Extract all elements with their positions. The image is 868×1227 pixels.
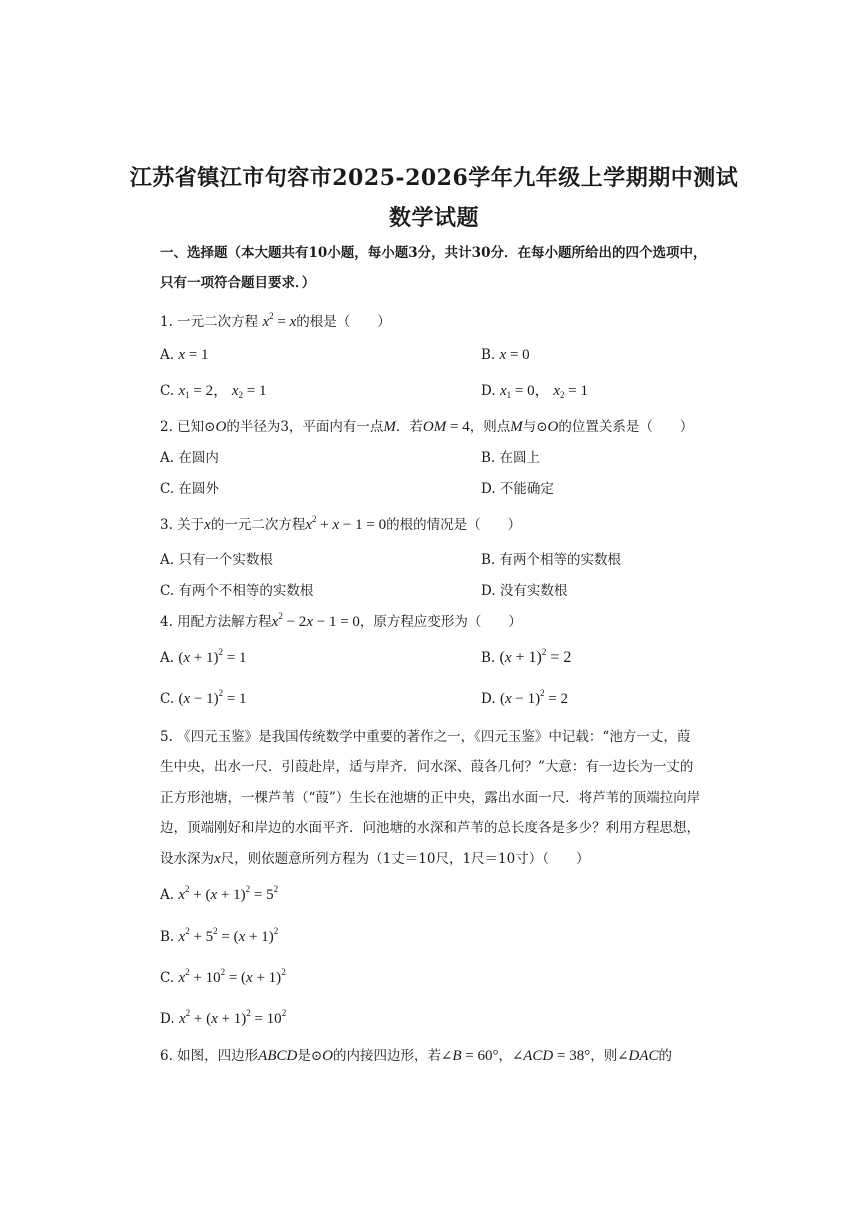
question-4-stem: 4. 用配方法解方程$x^2 - 2x - 1 = 0$，原方程应变形为（ ） (160, 611, 522, 630)
q2-option-d: D. 不能确定 (481, 481, 554, 497)
q2-option-a: A. 在圆内 (160, 450, 219, 466)
q4-option-d: D. $(x - 1)^2 = 2$ (481, 688, 569, 707)
q1-option-a: A. x = 1 (160, 347, 209, 363)
q1-option-b: B. x = 0 (481, 347, 530, 363)
q4-option-c: C. $(x - 1)^2 = 1$ (160, 688, 247, 707)
equation: $x^2 = x$ (262, 311, 297, 330)
q4-option-b: B. $(x + 1)^2 = 2$ (481, 647, 572, 666)
q3-option-c: C. 有两个不相等的实数根 (160, 583, 314, 599)
question-6-stem: 6. 如图，四边形ABCD是⊙O的内接四边形，若∠B = 60°，∠ACD = 38°，则∠DAC的 (160, 1048, 673, 1064)
q2-option-b: B. 在圆上 (481, 450, 541, 466)
q3-option-d: D. 没有实数根 (481, 583, 568, 599)
question-5-line-2: 生中央，出水一尺．引葭赴岸，适与岸齐．问水深、葭各几何？”大意：有一边长为一丈的 (160, 759, 694, 775)
question-5-line-3: 正方形池塘，一棵芦苇（“葭”）生长在池塘的正中央，露出水面一尺．将芦苇的顶端拉向岸 (160, 790, 701, 806)
question-5-line-4: 边，顶端刚好和岸边的水面平齐．问池塘的水深和芦苇的总长度各是多少？利用方程思想， (160, 820, 700, 836)
exam-subtitle: 数学试题 (388, 205, 479, 231)
q3-option-b: B. 有两个相等的实数根 (481, 552, 622, 568)
q1-option-d: D. $x_1 = 0$， $x_2 = 1$ (481, 383, 588, 400)
section-heading: 一、选择题（本大题共有10小题，每小题3分，共计30分．在每小题所给出的四个选项中， (160, 245, 707, 261)
question-3-stem: 3. 关于x的一元二次方程$x^2 + x - 1 = 0$的根的情况是（ ） (160, 514, 522, 533)
q1-option-c: C. $x_1 = 2$， $x_2 = 1$ (160, 383, 267, 400)
q3-option-a: A. 只有一个实数根 (160, 552, 273, 568)
q5-option-c: C. $x^2 + 10^2 = (x + 1)^2$ (160, 967, 286, 986)
question-5-line-1: 5. 《四元玉鉴》是我国传统数学中重要的著作之一，《四元玉鉴》中记载：“池方一丈，葭 (160, 729, 691, 745)
question-1-stem: 1. 一元二次方程 $x^2 = x$的根是（ ） (160, 311, 391, 330)
section-heading-cont: 只有一项符合题目要求．） (160, 275, 316, 291)
q4-option-a: A. $(x + 1)^2 = 1$ (160, 647, 247, 666)
q5-option-d: D. $x^2 + (x + 1)^2 = 10^2$ (160, 1008, 287, 1027)
q5-option-b: B. $x^2 + 5^2 = (x + 1)^2$ (160, 926, 279, 945)
q5-option-a: A. $x^2 + (x + 1)^2 = 5^2$ (160, 884, 279, 903)
question-2-stem: 2. 已知⊙O的半径为3，平面内有一点M．若OM = 4，则点M与⊙O的位置关系是（ ） (160, 419, 694, 435)
exam-title: 江苏省镇江市句容市2025-2026学年九年级上学期期中测试 (129, 165, 739, 191)
q2-option-c: C. 在圆外 (160, 481, 219, 497)
question-5-line-5: 设水深为x尺，则依题意所列方程为（1丈＝10尺，1尺＝10寸）（ ） (160, 851, 590, 867)
